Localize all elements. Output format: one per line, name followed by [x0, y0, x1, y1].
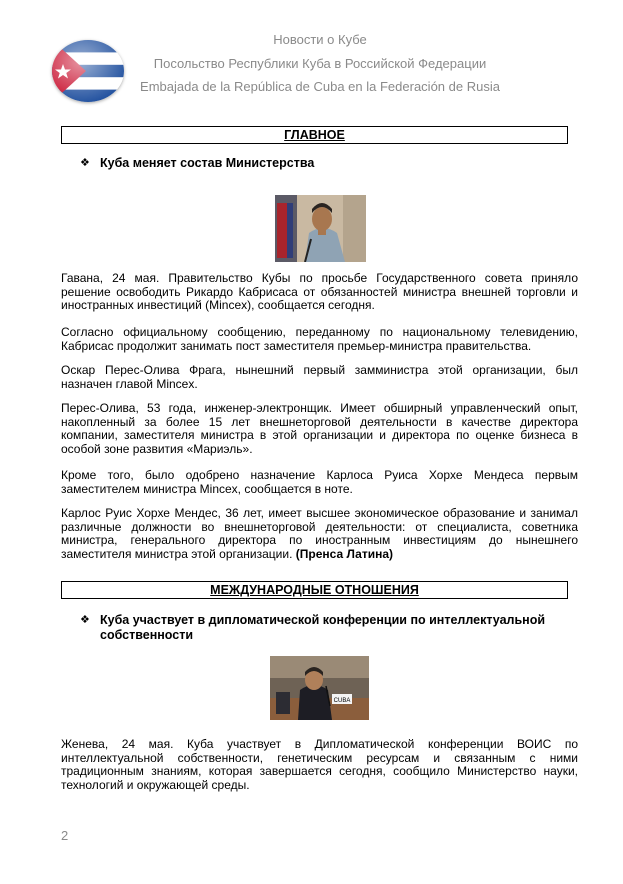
article-paragraph: Оскар Перес-Олива Фрага, нынешний первый замминистра этой организации, был назначен главой Mincex.: [61, 363, 578, 391]
article-paragraph: Перес-Олива, 53 года, инженер-электронщик. Имеет обширный управленческий опыт, накопленный за более 15 лет внешнеторговой деятельности в качестве директора компании, заместителя министра в этой организации и директора по оценке бизнеса в особой зоне развития «Мариэль».: [61, 401, 578, 456]
bullet-icon: ❖: [80, 157, 90, 169]
page-number: 2: [61, 828, 69, 843]
header-title: Новости о Кубе: [273, 32, 367, 47]
article-paragraph: Женева, 24 мая. Куба участвует в Дипломатической конференции ВОИС по интеллектуальной собственности, генетическим ресурсам и связанным с ними традиционным знаниям, которая завершается сегодня, сообщило Министерство науки, технологий и окружающей среды.: [61, 737, 578, 792]
article-source: (Пренса Латина): [295, 546, 394, 561]
article-photo-minister: [275, 195, 366, 262]
section-heading-main: ГЛАВНОЕ: [61, 126, 568, 144]
article-title: Куба меняет состав Министерства: [100, 156, 315, 170]
section-heading-international: МЕЖДУНАРОДНЫЕ ОТНОШЕНИЯ: [61, 581, 568, 599]
article-paragraph: Кроме того, было одобрено назначение Карлоса Руиса Хорхе Мендеса первым заместителем министра Mincex, сообщается в ноте.: [61, 468, 578, 496]
country-placard-text: CUBA: [333, 698, 351, 704]
article-title: Куба участвует в дипломатической конференции по интеллектуальной собственности: [100, 613, 546, 642]
article-photo-conference: [270, 656, 369, 720]
article-paragraph: Согласно официальному сообщению, переданному по национальному телевидению, Кабрисас продолжит занимать пост заместителя премьер-министра правительства.: [61, 325, 578, 353]
bullet-icon: ❖: [80, 614, 90, 626]
header-embassy-es: Embajada de la República de Cuba en la Federación de Rusia: [140, 79, 500, 94]
header-embassy-ru: Посольство Республики Куба в Российской Федерации: [153, 56, 487, 71]
page-header: [0, 0, 623, 110]
article-paragraph: Гавана, 24 мая. Правительство Кубы по просьбе Государственного совета приняло решение освободить Рикардо Кабрисаса от обязанностей министра внешней торговли и иностранных инвестиций (Mincex), сообщается сегодня.: [61, 271, 578, 313]
article-paragraph-text: Карлос Руис Хорхе Мендес, 36 лет, имеет высшее экономическое образование и занимал различные должности во внешнеторговой деятельности: от специалиста, советника министра, генерального директора по иностранным инвестициям до нынешнего заместителя министра этой организации.: [61, 506, 578, 561]
article-paragraph-last: [61, 507, 578, 561]
